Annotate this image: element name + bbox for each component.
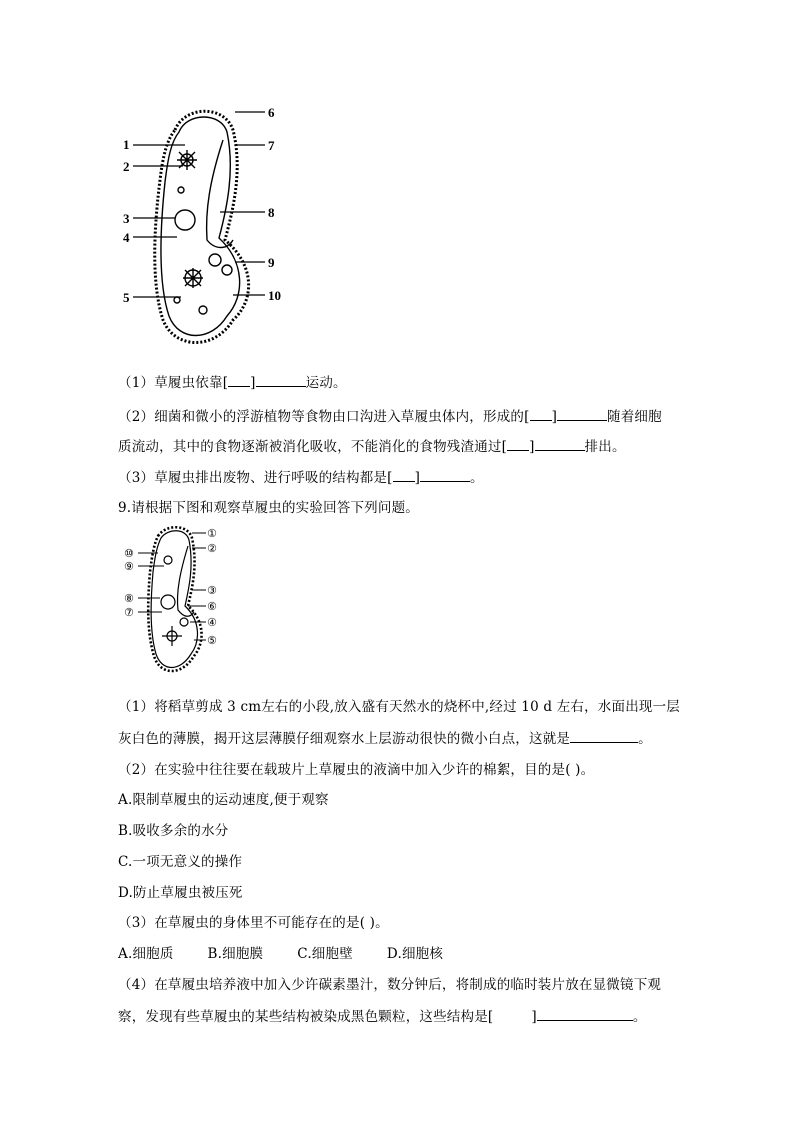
q9-p2: （2）在实验中往往要在载玻片上草履虫的液滴中加入少许的棉絮，目的是( )。 bbox=[118, 762, 595, 778]
q9-p3: （3）在草履虫的身体里不可能存在的是( )。 bbox=[118, 915, 389, 931]
paramecium-diagram-1 bbox=[115, 100, 300, 360]
q9-p2-option-a[interactable]: A.限制草履虫的运动速度,便于观察 bbox=[118, 792, 329, 808]
label-9: 9 bbox=[268, 255, 275, 270]
blank[interactable] bbox=[228, 372, 250, 387]
label-7: 7 bbox=[268, 138, 275, 153]
q9-p3-options bbox=[118, 944, 688, 964]
q8-part2-line2: 质流动，其中的食物逐渐被消化吸收，不能消化的食物残渣通过[ ] 排出。 bbox=[118, 436, 688, 457]
q9-title: 9.请根据下图和观察草履虫的实验回答下列问题。 bbox=[118, 500, 419, 516]
blank[interactable] bbox=[393, 467, 415, 482]
label-10: 10 bbox=[268, 288, 281, 303]
label-4: 4 bbox=[123, 230, 130, 245]
label-circled-1: ① bbox=[207, 527, 217, 540]
label-5: 5 bbox=[123, 290, 130, 305]
label-circled-8: ⑧ bbox=[124, 592, 134, 605]
q9-p4-line2: 察，发现有些草履虫的某些结构被染成黑色颗粒，这些结构是[ ] 。 bbox=[118, 1006, 688, 1027]
label-circled-6: ⑥ bbox=[207, 600, 217, 613]
blank[interactable] bbox=[256, 372, 306, 387]
q9-p2-option-c[interactable]: C.一项无意义的操作 bbox=[118, 854, 243, 870]
blank[interactable] bbox=[507, 436, 529, 451]
blank[interactable] bbox=[530, 406, 552, 421]
label-circled-10: ⑩ bbox=[124, 547, 134, 560]
q9-p2-option-b[interactable]: B.吸收多余的水分 bbox=[118, 823, 229, 839]
label-3: 3 bbox=[123, 211, 130, 226]
q9-p3-option-a[interactable]: A.细胞质 bbox=[118, 946, 174, 962]
label-2: 2 bbox=[123, 159, 130, 174]
label-circled-3: ③ bbox=[207, 584, 217, 597]
label-circled-2: ② bbox=[207, 542, 217, 555]
q8-part3: （3）草履虫排出废物、进行呼吸的结构都是[ ] 。 bbox=[118, 467, 688, 488]
q9-p3-option-b[interactable]: B.细胞膜 bbox=[207, 946, 264, 962]
label-6: 6 bbox=[268, 105, 275, 120]
q9-p1-line2: 灰白色的薄膜，揭开这层薄膜仔细观察水上层游动很快的微小白点，这就是 。 bbox=[118, 728, 688, 749]
label-circled-5: ⑤ bbox=[207, 634, 217, 647]
q9-p1-line1: （1）将稻草剪成 3 cm左右的小段,放入盛有天然水的烧杯中,经过 10 d 左右，水面出现一层 bbox=[118, 699, 680, 715]
blank[interactable] bbox=[557, 406, 607, 421]
paramecium-diagram-2 bbox=[118, 526, 243, 686]
q9-p3-option-c[interactable]: C.细胞壁 bbox=[297, 946, 353, 962]
q9-p3-option-d[interactable]: D.细胞核 bbox=[386, 946, 444, 962]
blank[interactable] bbox=[537, 1006, 633, 1021]
label-1: 1 bbox=[123, 137, 130, 152]
blank[interactable] bbox=[420, 467, 470, 482]
q8-part2-line1: （2）细菌和微小的浮游植物等食物由口沟进入草履虫体内，形成的[ ] 随着细胞 bbox=[118, 406, 688, 427]
q9-p2-option-d[interactable]: D.防止草履虫被压死 bbox=[118, 885, 243, 901]
blank[interactable] bbox=[535, 436, 585, 451]
label-circled-4: ④ bbox=[207, 616, 217, 629]
blank[interactable] bbox=[570, 728, 638, 743]
label-circled-7: ⑦ bbox=[124, 606, 134, 619]
label-circled-9: ⑨ bbox=[124, 560, 134, 573]
label-8: 8 bbox=[268, 205, 275, 220]
q9-p4-line1: （4）在草履虫培养液中加入少许碳素墨汁，数分钟后，将制成的临时装片放在显微镜下观 bbox=[118, 977, 662, 993]
q8-part1: （1）草履虫依靠[ ] 运动。 bbox=[118, 372, 688, 393]
